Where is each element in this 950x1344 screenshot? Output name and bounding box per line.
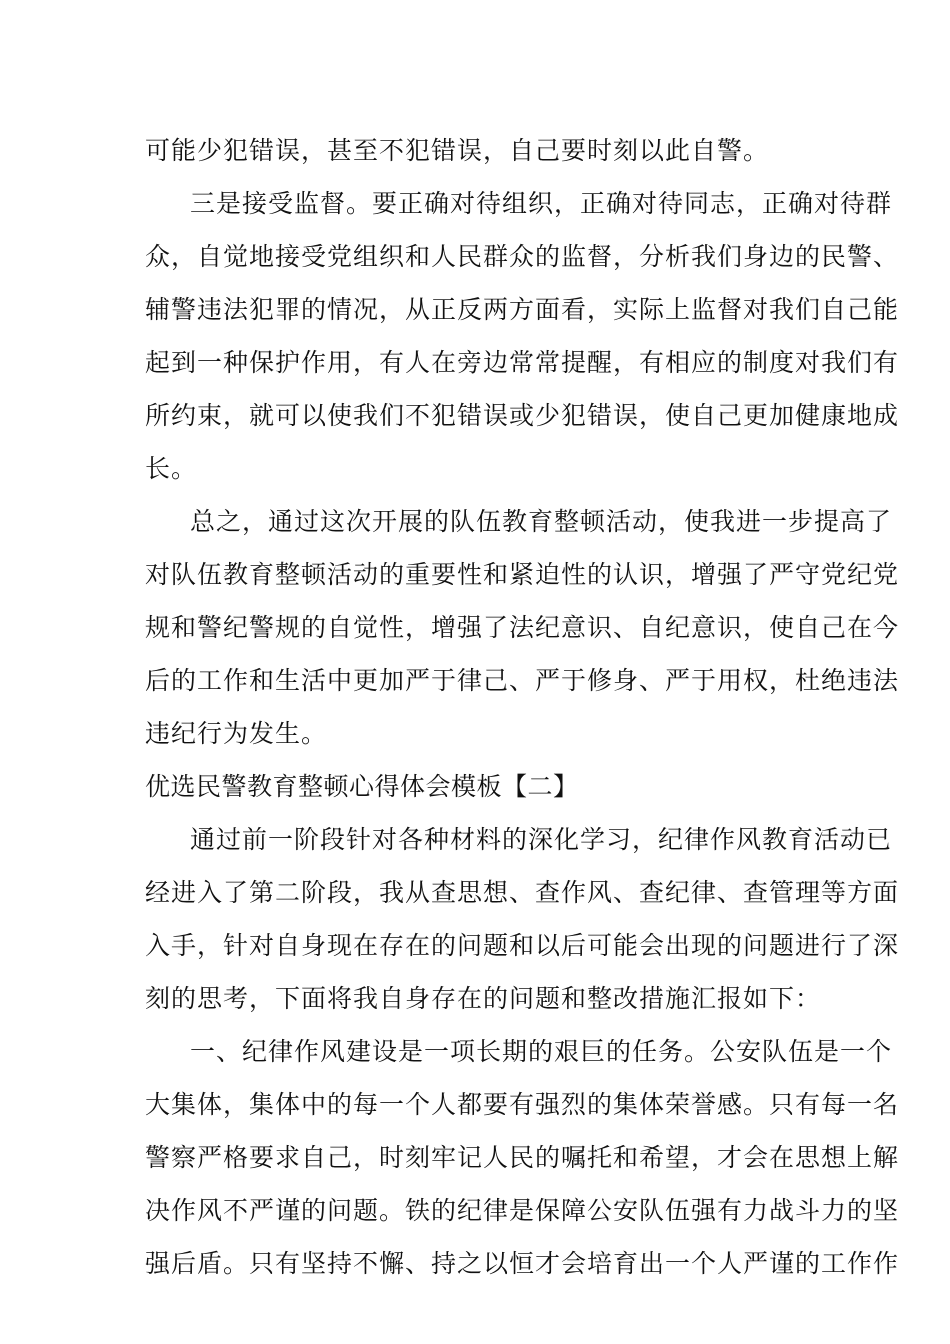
text-line: 众，自觉地接受党组织和人民群众的监督，分析我们身边的民警、 [145, 242, 900, 271]
text-line: 一、纪律作风建设是一项长期的艰巨的任务。公安队伍是一个 [190, 1037, 893, 1066]
text-line: 辅警违法犯罪的情况，从正反两方面看，实际上监督对我们自己能 [145, 295, 900, 324]
text-line: 警察严格要求自己，时刻牢记人民的嘱托和希望，才会在思想上解 [145, 1143, 900, 1172]
document-body [145, 124, 900, 1290]
text-line: 刻的思考，下面将我自身存在的问题和整改措施汇报如下： [145, 984, 822, 1013]
text-line: 三是接受监督。要正确对待组织，正确对待同志，正确对待群 [190, 189, 893, 218]
text-line: 可能少犯错误，甚至不犯错误，自己要时刻以此自警。 [145, 136, 770, 165]
text-line: 经进入了第二阶段，我从查思想、查作风、查纪律、查管理等方面 [145, 878, 900, 907]
text-line: 违纪行为发生。 [145, 719, 328, 748]
text-line: 通过前一阶段针对各种材料的深化学习，纪律作风教育活动已 [190, 825, 893, 854]
section-heading: 优选民警教育整顿心得体会模板【二】 [145, 772, 579, 801]
text-line: 对队伍教育整顿活动的重要性和紧迫性的认识，增强了严守党纪党 [145, 560, 900, 589]
text-line: 规和警纪警规的自觉性，增强了法纪意识、自纪意识，使自己在今 [145, 613, 900, 642]
text-line: 长。 [145, 454, 198, 483]
text-line: 决作风不严谨的问题。铁的纪律是保障公安队伍强有力战斗力的坚 [145, 1196, 900, 1225]
text-line: 入手，针对自身现在存在的问题和以后可能会出现的问题进行了深 [145, 931, 900, 960]
text-line: 所约束，就可以使我们不犯错误或少犯错误，使自己更加健康地成 [145, 401, 900, 430]
text-line: 大集体，集体中的每一个人都要有强烈的集体荣誉感。只有每一名 [145, 1090, 900, 1119]
text-line: 强后盾。只有坚持不懈、持之以恒才会培育出一个人严谨的工作作 [145, 1249, 900, 1278]
text-line: 后的工作和生活中更加严于律己、严于修身、严于用权，杜绝违法 [145, 666, 900, 695]
text-line: 起到一种保护作用，有人在旁边常常提醒，有相应的制度对我们有 [145, 348, 900, 377]
text-line: 总之，通过这次开展的队伍教育整顿活动，使我进一步提高了 [190, 507, 893, 536]
